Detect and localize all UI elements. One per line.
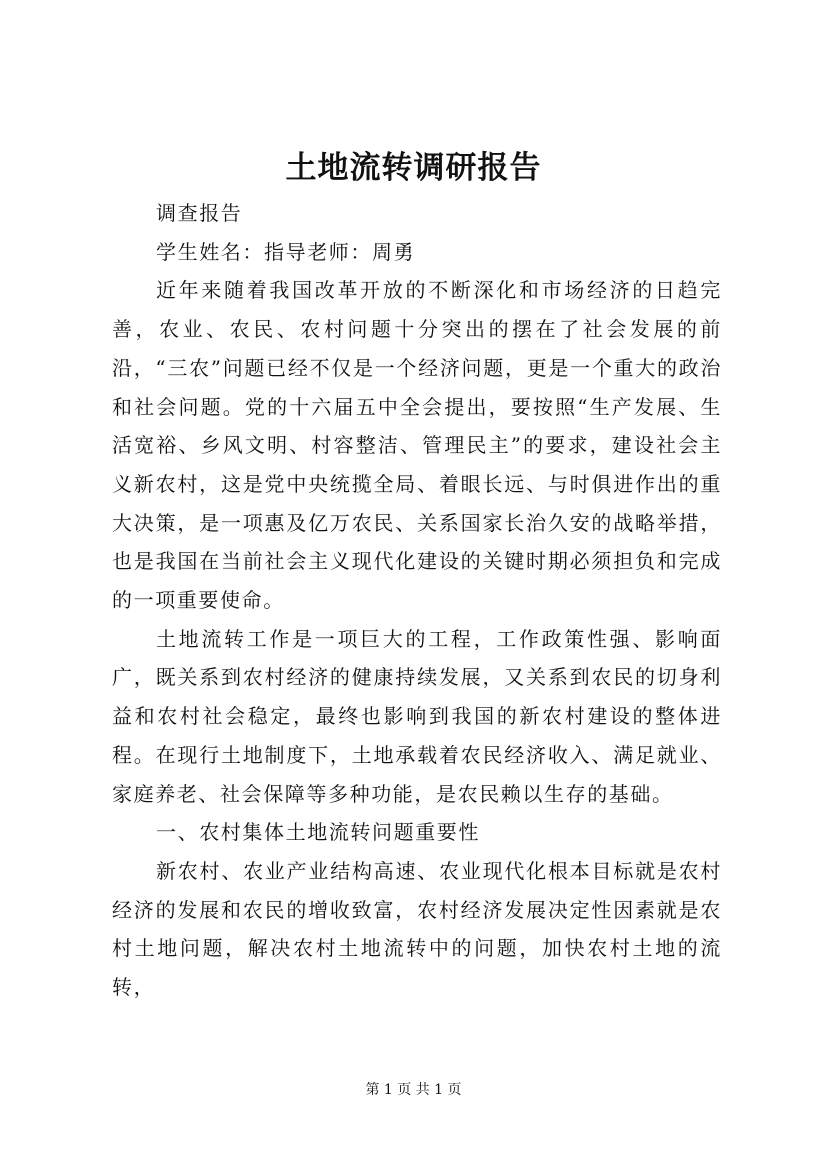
paragraph-section-1: 新农村、农业产业结构高速、农业现代化根本目标就是农村经济的发展和农民的增收致富，农村经济发展决定性因素就是农村土地问题，解决农村土地流转中的问题，加快农村土地的流转， <box>112 858 722 1000</box>
page-number-footer: 第 1 页 共 1 页 <box>365 1082 462 1098</box>
document-body <box>112 194 722 1007</box>
section-heading-1: 一、农村集体土地流转问题重要性 <box>156 820 480 845</box>
paragraph-intro: 近年来随着我国改革开放的不断深化和市场经济的日趋完善，农业、农民、农村问题十分突出的摆在了社会发展的前沿，“三农”问题已经不仅是一个经济问题，更是一个重大的政治和社会问题。党的十六届五中全会提出，要按照“生产发展、生活宽裕、乡风文明、村容整洁、管理民主”的要求，建设社会主义新农村，这是党中央统揽全局、着眼长远、与时俱进作出的重大决策，是一项惠及亿万农民、关系国家长治久安的战略举措，也是我国在当前社会主义现代化建设的关键时期必须担负和完成的一项重要使命。 <box>112 278 722 613</box>
paragraph-land-transfer: 土地流转工作是一项巨大的工程，工作政策性强、影响面广，既关系到农村经济的健康持续发展，又关系到农民的切身利益和农村社会稳定，最终也影响到我国的新农村建设的整体进程。在现行土地制度下，土地承载着农民经济收入、满足就业、家庭养老、社会保障等多种功能，是农民赖以生存的基础。 <box>112 626 722 806</box>
paragraph-author-info: 学生姓名：指导老师：周勇 <box>156 239 416 264</box>
document-title: 土地流转调研报告 <box>285 150 542 186</box>
paragraph-report-type: 调查报告 <box>156 201 243 225</box>
